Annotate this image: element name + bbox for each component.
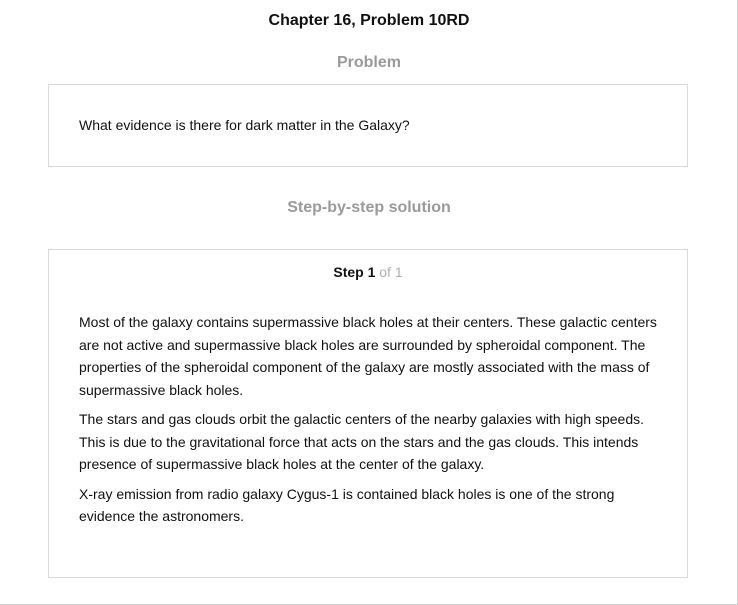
problem-card [48, 84, 688, 167]
solution-body [79, 311, 664, 535]
solution-card [48, 249, 688, 578]
step-total: of 1 [379, 264, 403, 280]
solution-heading: Step-by-step solution [287, 199, 451, 216]
step-number: Step 1 [333, 264, 376, 280]
solution-paragraph: Most of the galaxy contains supermassive black holes at their centers. These galactic centers are not active and supermassive black holes are surrounded by spheroidal component. The properties of the spheroidal component of the galaxy are mostly associated with the mass of supermassive black holes. [79, 314, 657, 398]
problem-heading: Problem [336, 54, 401, 71]
page-title: Chapter 16, Problem 10RD [268, 12, 470, 29]
step-label [49, 262, 687, 282]
solution-paragraph: X-ray emission from radio galaxy Cygus-1 is contained black holes is one of the strong evidence the astronomers. [79, 485, 615, 524]
problem-text: What evidence is there for dark matter in the Galaxy? [79, 117, 410, 133]
solution-paragraph: The stars and gas clouds orbit the galactic centers of the nearby galaxies with high speeds. This is due to the gravitational force that acts on the stars and the gas clouds. This intends presence of supermassive black holes at the center of the galaxy. [79, 411, 644, 472]
